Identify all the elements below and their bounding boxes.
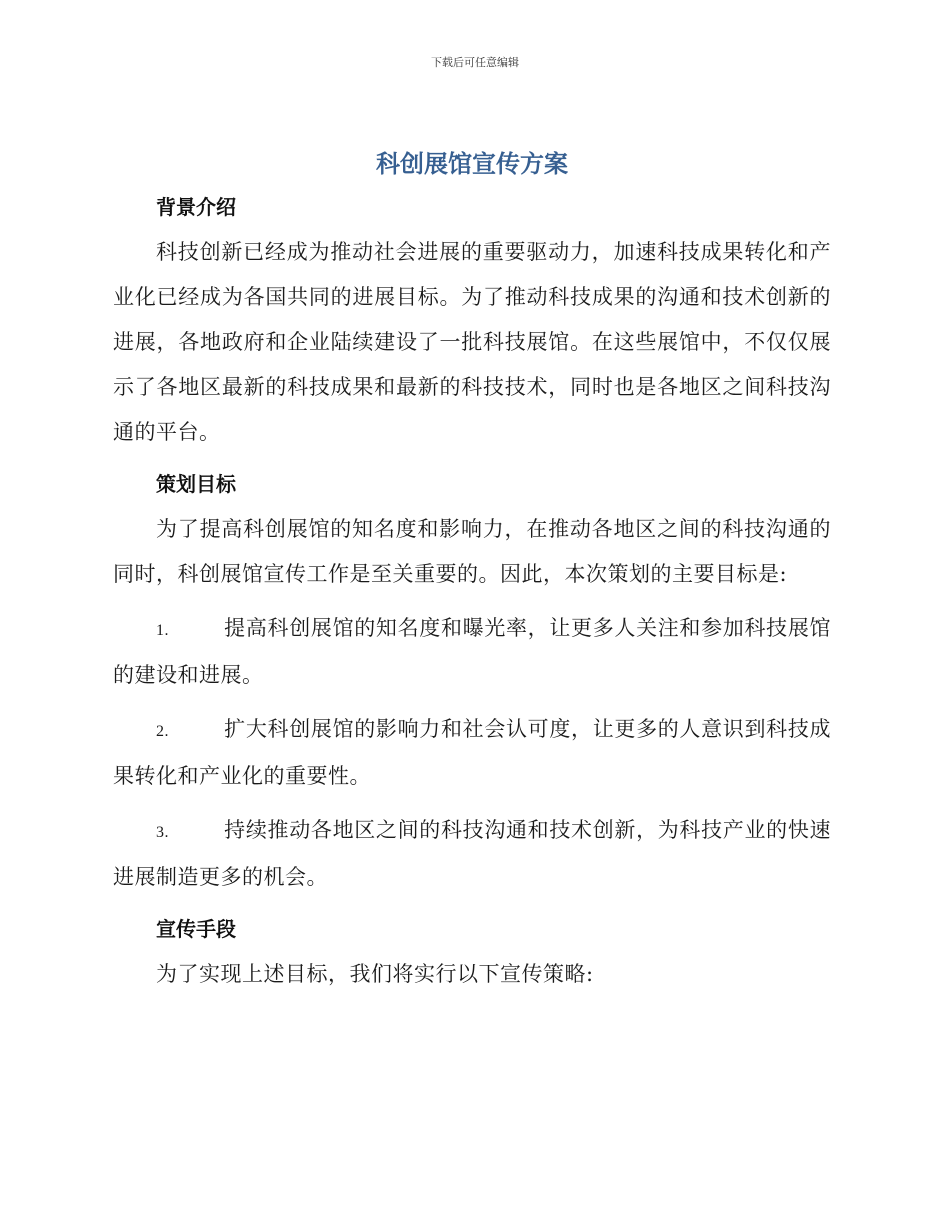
document-body	[113, 146, 831, 997]
list-item-text: 提高科创展馆的知名度和曝光率，让更多人关注和参加科技展馆的建设和进展。	[113, 616, 831, 687]
methods-paragraph: 为了实现上述目标，我们将实行以下宣传策略:	[156, 962, 594, 986]
list-item-number: 2.	[156, 723, 169, 740]
list-item	[113, 606, 831, 698]
list-item	[113, 707, 831, 799]
section-heading-background: 背景介绍	[156, 195, 236, 219]
section-heading-goals: 策划目标	[156, 472, 236, 496]
header-note: 下载后可任意编辑	[431, 56, 519, 69]
section-heading-methods: 宣传手段	[156, 917, 236, 941]
background-paragraph: 科技创新已经成为推动社会进展的重要驱动力，加速科技成果转化和产业化已经成为各国共同的进展目标。为了推动科技成果的沟通和技术创新的进展，各地政府和企业陆续建设了一批科技展馆。在这些展馆中，不仅仅展示了各地区最新的科技成果和最新的科技技术，同时也是各地区之间科技沟通的平台。	[113, 240, 831, 444]
list-item-text: 持续推动各地区之间的科技沟通和技术创新，为科技产业的快速进展制造更多的机会。	[113, 818, 831, 889]
list-item-text: 扩大科创展馆的影响力和社会认可度，让更多的人意识到科技成果转化和产业化的重要性。	[113, 717, 831, 788]
list-item-number: 1.	[156, 622, 169, 639]
list-item-number: 3.	[156, 824, 169, 841]
goals-paragraph: 为了提高科创展馆的知名度和影响力，在推动各地区之间的科技沟通的同时，科创展馆宣传工作是至关重要的。因此，本次策划的主要目标是:	[113, 517, 831, 586]
list-item	[113, 808, 831, 900]
document-title: 科创展馆宣传方案	[376, 150, 568, 178]
